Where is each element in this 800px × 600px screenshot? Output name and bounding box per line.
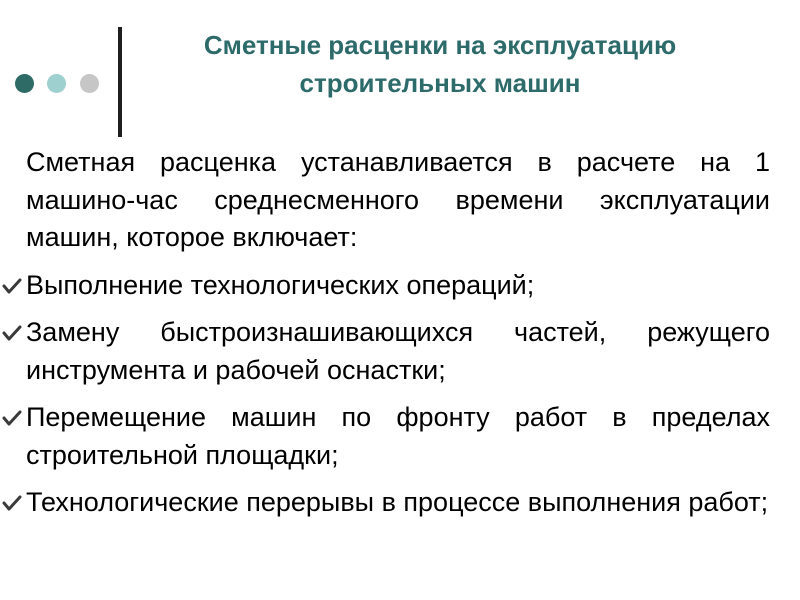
decor-dot-1 bbox=[15, 74, 34, 93]
slide-body bbox=[0, 144, 800, 522]
check-mark-icon bbox=[2, 410, 22, 426]
check-mark-icon bbox=[2, 495, 22, 511]
bullet-item bbox=[0, 399, 770, 474]
slide-title: Сметные расценки на эксплуатацию строительных машин bbox=[203, 30, 677, 98]
decor-dot-3 bbox=[80, 74, 99, 93]
bullet-item-text: Замену быстроизнашивающихся частей, режущего инструмента и рабочей оснастки; bbox=[26, 317, 770, 385]
bullet-item-text: Выполнение технологических операций; bbox=[26, 269, 535, 300]
bullet-item bbox=[0, 314, 770, 389]
check-mark-icon bbox=[2, 325, 22, 341]
bullet-item-text: Перемещение машин по фронту работ в пределах строительной площадки; bbox=[26, 402, 770, 470]
bullet-item bbox=[0, 484, 770, 522]
check-mark-icon bbox=[2, 278, 22, 294]
title-divider bbox=[118, 27, 122, 137]
intro-paragraph: Сметная расценка устанавливается в расчете на 1 машино-час среднесменного времени эксплуатации машин, которое включает: bbox=[26, 147, 770, 252]
decor-dot-2 bbox=[47, 74, 66, 93]
bullet-item-text: Технологические перерывы в процессе выполнения работ; bbox=[26, 487, 769, 517]
bullet-item bbox=[0, 267, 770, 305]
